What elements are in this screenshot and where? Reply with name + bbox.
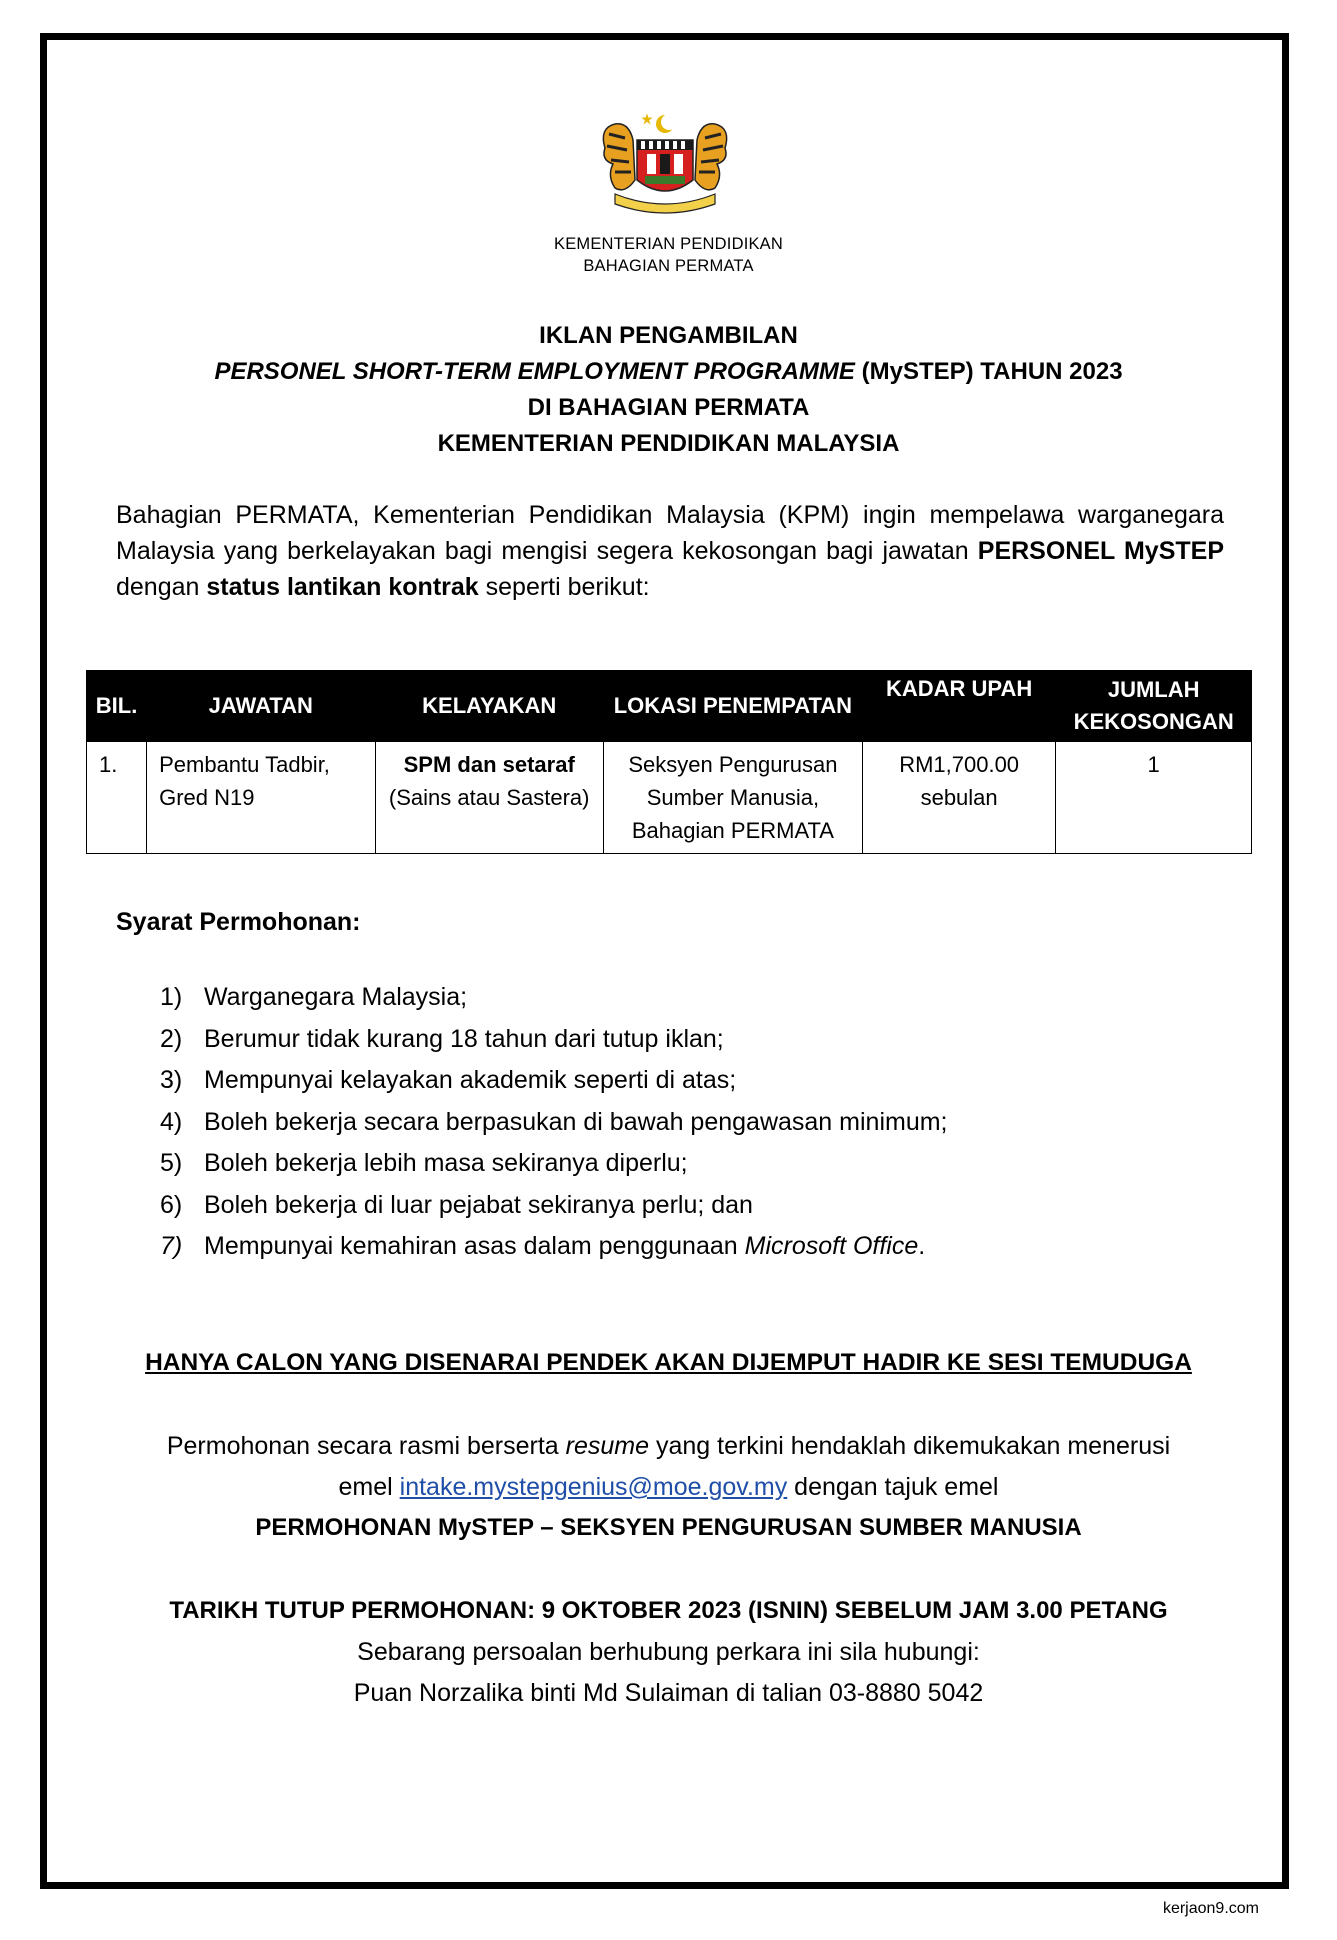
closing-date: TARIKH TUTUP PERMOHONAN: 9 OKTOBER 2023 (ISNIN) SEBELUM JAM 3.00 PETANG: [169, 1597, 1168, 1624]
list-item: 5) Boleh bekerja lebih masa sekiranya diperlu;: [160, 1149, 688, 1177]
watermark: kerjaon9.com: [1162, 1900, 1259, 1917]
cell-lokasi: Seksyen Pengurusan Sumber Manusia, Bahagian PERMATA: [603, 742, 862, 854]
coat-of-arms-logo: [585, 110, 745, 222]
list-item: 1) Warganegara Malaysia;: [160, 983, 468, 1011]
cell-jawatan: Pembantu Tadbir, Gred N19: [147, 742, 375, 854]
cell-bil: 1.: [87, 742, 147, 854]
list-item: 7) Mempunyai kemahiran asas dalam penggunaan Microsoft Office.: [160, 1232, 926, 1260]
org-name-ministry: KEMENTERIAN PENDIDIKAN: [553, 235, 784, 253]
cell-kelayakan: SPM dan setaraf (Sains atau Sastera): [375, 742, 603, 854]
ad-subtitle: PERSONEL SHORT-TERM EMPLOYMENT PROGRAMME (MySTEP) TAHUN 2023: [214, 358, 1123, 385]
ad-title: IKLAN PENGAMBILAN: [539, 322, 798, 349]
application-instruction: Permohonan secara rasmi berserta resume yang terkini hendaklah dikemukakan menerusi: [166, 1432, 1171, 1460]
col-header-kelayakan: KELAYAKAN: [375, 671, 603, 742]
col-header-bil: BIL.: [87, 671, 147, 742]
enquiry-text: Sebarang persoalan berhubung perkara ini sila hubungi:: [357, 1638, 980, 1666]
shortlist-notice: HANYA CALON YANG DISENARAI PENDEK AKAN DIJEMPUT HADIR KE SESI TEMUDUGA: [145, 1349, 1192, 1376]
email-subject: PERMOHONAN MySTEP – SEKSYEN PENGURUSAN SUMBER MANUSIA: [255, 1514, 1082, 1541]
ad-division: DI BAHAGIAN PERMATA: [527, 394, 810, 421]
cell-kadar: RM1,700.00 sebulan: [862, 742, 1055, 854]
table-header-row: [87, 671, 1252, 742]
col-header-lokasi: LOKASI PENEMPATAN: [603, 671, 862, 742]
col-header-kadar: KADAR UPAH: [862, 671, 1055, 742]
list-item: 6) Boleh bekerja di luar pejabat sekiranya perlu; dan: [160, 1190, 753, 1219]
col-header-jawatan: JAWATAN: [147, 671, 375, 742]
cell-jumlah: 1: [1056, 742, 1252, 854]
email-link[interactable]: intake.mystepgenius@moe.gov.my: [399, 1473, 788, 1501]
list-item: 4) Boleh bekerja secara berpasukan di bawah pengawasan minimum;: [160, 1107, 948, 1136]
col-header-jumlah: JUMLAH KEKOSONGAN: [1056, 671, 1252, 742]
ad-ministry: KEMENTERIAN PENDIDIKAN MALAYSIA: [437, 430, 900, 457]
list-item: 3) Mempunyai kelayakan akademik seperti di atas;: [160, 1066, 737, 1094]
contact-person: Puan Norzalika binti Md Sulaiman di talian 03-8880 5042: [353, 1679, 984, 1707]
org-name-division: BAHAGIAN PERMATA: [583, 257, 754, 275]
list-item: 2) Berumur tidak kurang 18 tahun dari tutup iklan;: [160, 1024, 724, 1053]
table-row: [87, 742, 1252, 854]
requirements-list: [160, 977, 948, 1268]
application-email-line: emel intake.mystepgenius@moe.gov.my dengan tajuk emel: [338, 1473, 999, 1501]
vacancy-table: [86, 670, 1252, 854]
intro-paragraph: Bahagian PERMATA, Kementerian Pendidikan Malaysia (KPM) ingin mempelawa warganegara Malaysia yang berkelayakan bagi mengisi segera kekosongan bagi jawatan PERSONEL MySTEP dengan status lantikan kontrak seperti berikut:: [116, 501, 1225, 601]
requirements-title: Syarat Permohonan:: [116, 908, 361, 936]
